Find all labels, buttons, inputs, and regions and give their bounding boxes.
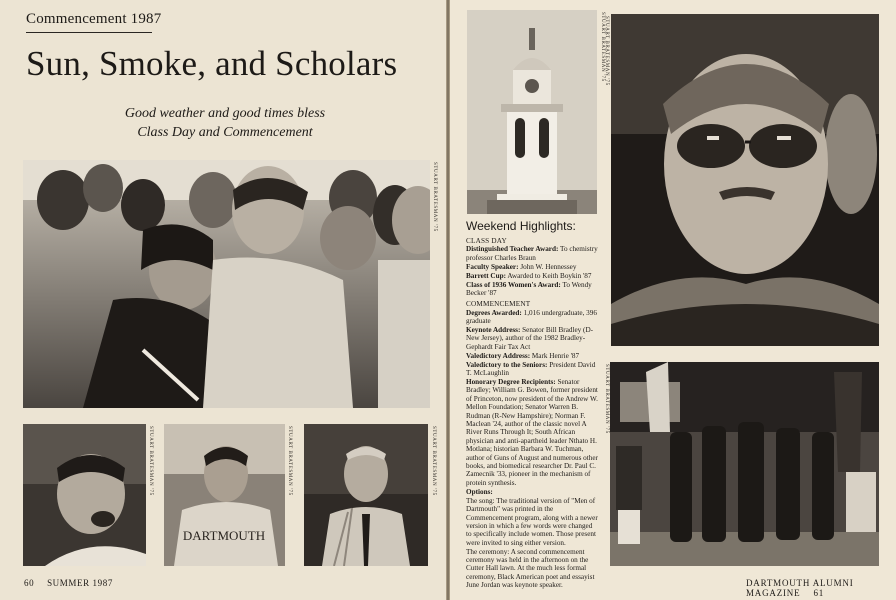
commencement-item <box>466 352 598 360</box>
class-day-item-label: Faculty Speaker: <box>466 262 519 271</box>
class-day-item-text: John W. Hennessey <box>518 262 577 271</box>
left-folio <box>24 578 113 588</box>
left-page <box>0 0 446 600</box>
options-paragraph: The song: The traditional version of "Men of Dartmouth" was printed in the Commencement program, along with a newer version in which a few words were changed to specifically include women. Those present were invited to sing either version. <box>466 496 598 547</box>
commencement-item <box>466 488 598 496</box>
dartmouth-shirt-image <box>164 424 285 566</box>
credit-bottom-left: STUART BRATESMAN '75 <box>148 426 153 496</box>
shirt-text: DARTMOUTH <box>182 528 266 543</box>
commencement-list <box>466 309 598 496</box>
credit-procession: STUART BRATESMAN '75 <box>604 364 609 434</box>
commencement-item-text: Senator Bradley; William G. Bowen, former president of Princeton, now president of the Andrew W. Mellon Foundation; Senator Warren B. Rudman (R-New Hampshire); Norman F. Maclean '24, author of the classic novel A River Runs Through It; South African physician and anti-apartheid leader Nthato H. Motlana; historian Barbara W. Tuchman, author of Guns of August and numerous other books, and biomedical researcher Dr. Paul C. Zamecnik '33, pioneer in the mechanism of protein synthesis. <box>466 378 598 487</box>
crowd-photo-image <box>23 160 430 408</box>
commencement-item-text: 1,016 undergraduate, 396 graduate <box>466 308 597 326</box>
commencement-item <box>466 361 598 378</box>
right-magazine-name: DARTMOUTH ALUMNI MAGAZINE <box>746 578 854 598</box>
class-day-item <box>466 281 598 298</box>
subhead <box>100 104 350 142</box>
credit-portrait: STUART BRATESMAN '75 <box>604 16 609 86</box>
dartmouth-shirt-photo <box>164 424 285 566</box>
right-folio <box>746 578 896 598</box>
class-day-item-text: To Wendy Becker '87 <box>466 280 592 297</box>
highlights-column <box>466 237 598 590</box>
sunglasses-portrait-image <box>611 14 879 346</box>
right-page-number: 61 <box>813 588 825 598</box>
class-day-list <box>466 245 598 297</box>
class-day-item <box>466 272 598 280</box>
class-day-item-text: Awarded to Keith Boykin '87 <box>506 271 592 280</box>
commencement-item-text: Senator Bill Bradley (D-New Jersey), author of the 1982 Bradley-Gephardt Fair Tax Act <box>466 326 594 351</box>
credit-bottom-middle: STUART BRATESMAN '75 <box>287 426 292 496</box>
commencement-item <box>466 326 598 351</box>
class-day-item-text: To chemistry professor Charles Braun <box>466 245 598 262</box>
left-page-number: 60 <box>24 578 35 588</box>
left-issue: SUMMER 1987 <box>47 578 113 588</box>
headline: Sun, Smoke, and Scholars <box>26 44 398 83</box>
commencement-item-label: Valedictory Address: <box>466 351 531 360</box>
credit-main: STUART BRATESMAN '75 <box>432 162 437 232</box>
speaker-photo <box>304 424 428 566</box>
class-day-heading: CLASS DAY <box>466 237 507 245</box>
commencement-item-label: Degrees Awarded: <box>466 308 522 317</box>
commencement-heading: COMMENCEMENT <box>466 300 531 309</box>
procession-photo <box>610 362 879 566</box>
highlights-title: Weekend Highlights: <box>466 219 576 233</box>
class-day-item-label: Distinguished Teacher Award: <box>466 245 559 254</box>
commencement-item-label: Honorary Degree Recipients: <box>466 378 556 386</box>
cheering-man-photo <box>23 424 146 566</box>
commencement-item <box>466 309 598 326</box>
commencement-item-label: Keynote Address: <box>466 326 521 335</box>
crowd-photo <box>23 160 430 408</box>
tower-photo <box>467 10 597 214</box>
commencement-item-label: Valedictory to the Seniors: <box>466 360 548 369</box>
class-day-item <box>466 263 598 271</box>
class-day-item-label: Barrett Cup: <box>466 271 506 280</box>
commencement-item-label: Options: <box>466 487 493 496</box>
procession-image <box>610 362 879 566</box>
class-day-item-label: Class of 1936 Women's Award: <box>466 280 561 289</box>
commencement-item <box>466 378 598 487</box>
subhead-line-2: Class Day and Commencement <box>137 125 313 140</box>
commencement-item-text: President David T. McLaughlin <box>466 360 596 378</box>
subhead-line-1: Good weather and good times bless <box>124 106 326 121</box>
speaker-image <box>304 424 428 566</box>
options-list <box>466 497 598 590</box>
section-title: Commencement 1987 <box>26 11 162 27</box>
options-paragraph: The ceremony: A second commencement ceremony was held in the afternoon on the Cutter Hall lawn. At the much less formal ceremony, Black American poet and essayist June Jordan was keynote speaker. <box>466 547 595 590</box>
tower-image <box>467 10 597 214</box>
credit-bottom-right: STUART BRATESMAN '75 <box>431 426 436 496</box>
section-rule <box>26 32 152 33</box>
class-day-item <box>466 245 598 262</box>
credit-tower: STUART BRATESMAN '75 <box>600 12 605 82</box>
commencement-item-text: Mark Henrie '87 <box>530 351 580 360</box>
sunglasses-portrait-photo <box>611 14 879 346</box>
cheering-man-image <box>23 424 146 566</box>
